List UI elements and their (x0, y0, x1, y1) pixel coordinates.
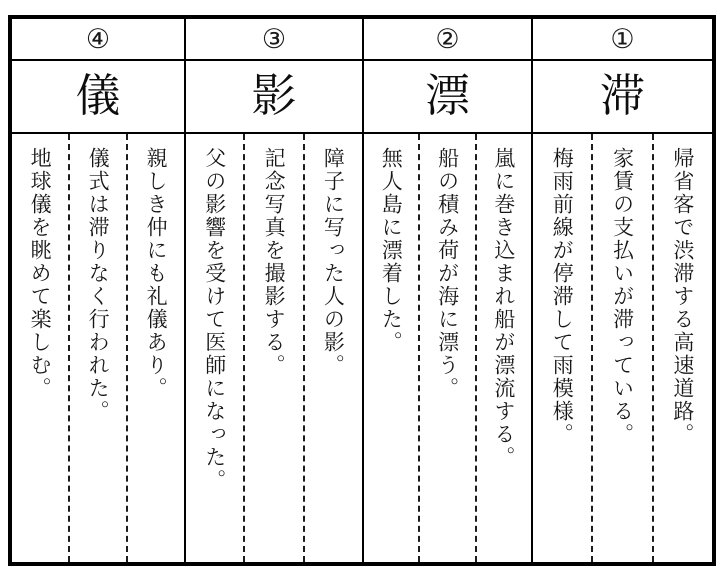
vertical-sentence-text: 船の積み荷が海に漂う。 (435, 147, 460, 400)
example-sentence (364, 134, 418, 562)
example-sentence (652, 134, 712, 562)
vertical-sentence-text: 地球儀を眺めて楽しむ。 (28, 147, 53, 400)
kanji-column-3 (186, 19, 364, 562)
example-sentence (243, 134, 302, 562)
vertical-sentence-text: 梅雨前線が停滞して雨模様。 (550, 147, 575, 446)
column-number-cell (364, 19, 531, 61)
column-number-cell (533, 19, 712, 61)
vertical-sentence-text: 障子に写った人の影。 (321, 147, 346, 377)
vertical-sentence-text: 家賃の支払いが滞っている。 (610, 147, 635, 446)
column-sentences-cell (364, 134, 531, 562)
example-sentence (533, 134, 591, 562)
header-kanji: 儀 (75, 71, 121, 121)
header-kanji: 影 (251, 71, 297, 121)
column-number-cell (12, 19, 184, 61)
header-kanji: 滞 (599, 71, 645, 121)
example-sentence (475, 134, 531, 562)
circled-number: ② (435, 23, 460, 54)
circled-number: ④ (85, 23, 111, 54)
vertical-sentence-text: 親しき仲にも礼儀あり。 (144, 147, 169, 400)
example-sentence (12, 134, 68, 562)
column-sentences-cell (186, 134, 362, 562)
example-sentence (68, 134, 126, 562)
kanji-column-4 (12, 19, 186, 562)
column-kanji-cell (533, 61, 712, 134)
column-kanji-cell (364, 61, 531, 134)
example-sentence (186, 134, 243, 562)
example-sentence (591, 134, 651, 562)
kanji-column-1 (533, 19, 712, 562)
circled-number: ③ (261, 23, 287, 54)
vertical-sentence-text: 父の影響を受けて医師になった。 (202, 147, 227, 492)
circled-number: ① (610, 23, 635, 54)
example-sentence (303, 134, 362, 562)
kanji-column-2 (364, 19, 533, 562)
vertical-sentence-text: 儀式は滞りなく行われた。 (86, 147, 111, 423)
column-kanji-cell (186, 61, 362, 134)
column-sentences-cell (533, 134, 712, 562)
vertical-sentence-text: 帰省客で渋滞する高速道路。 (670, 147, 695, 446)
kanji-worksheet-table (8, 15, 716, 566)
header-kanji: 漂 (424, 71, 470, 121)
column-number-cell (186, 19, 362, 61)
column-kanji-cell (12, 61, 184, 134)
example-sentence (418, 134, 474, 562)
vertical-sentence-text: 嵐に巻き込まれ船が漂流する。 (491, 147, 516, 469)
vertical-sentence-text: 記念写真を撮影する。 (262, 147, 287, 377)
vertical-sentence-text: 無人島に漂着した。 (379, 147, 404, 354)
example-sentence (126, 134, 184, 562)
column-sentences-cell (12, 134, 184, 562)
